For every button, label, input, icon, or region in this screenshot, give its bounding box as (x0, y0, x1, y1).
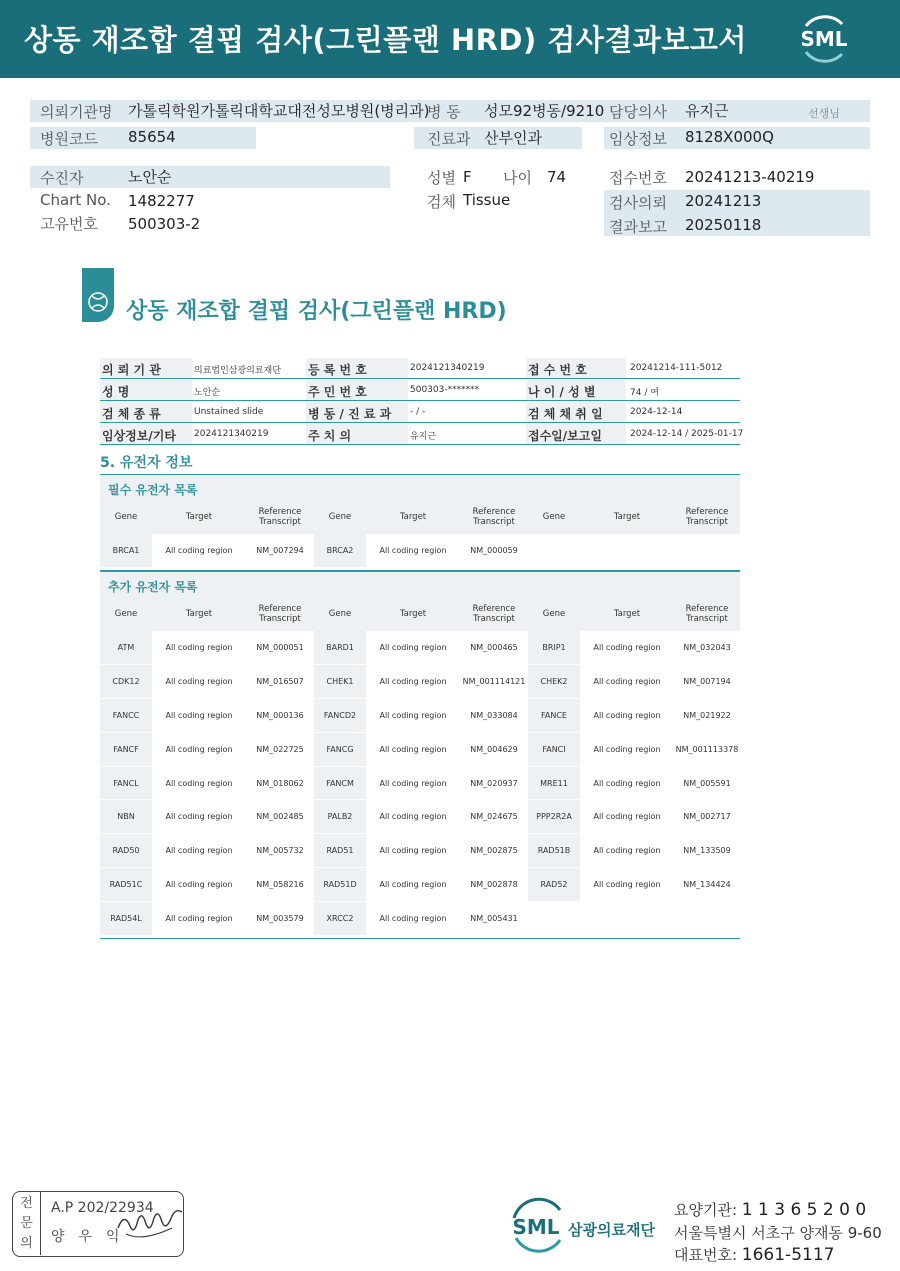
target-cell: All coding region (152, 732, 246, 766)
report-value: 2024121340219 (194, 429, 269, 439)
column-header: Target (580, 500, 674, 534)
gene-cell: RAD51B (528, 834, 580, 868)
sml-logo-icon (796, 12, 852, 66)
column-header: Reference Transcript (246, 500, 314, 534)
gene-cell: PALB2 (314, 800, 366, 834)
report-info-row (100, 424, 744, 445)
transcript-cell: NM_001114121 (460, 665, 528, 699)
target-cell: All coding region (580, 631, 674, 665)
stamp-char-3: 의 (20, 1236, 33, 1251)
chart-value: 1482277 (128, 192, 195, 210)
gene-cell (528, 901, 580, 935)
request-value: 20241213 (685, 192, 762, 210)
phone-value: 1661-5117 (741, 1245, 835, 1265)
report-key: 검 체 종 류 (102, 407, 161, 421)
institution-value: 가톨릭학원가톨릭대학교대전성모병원(병리과) (128, 102, 430, 120)
receipt-label: 접수번호 (609, 169, 667, 187)
target-cell: All coding region (366, 800, 460, 834)
report-value: 2024-12-14 (630, 407, 683, 417)
chart-label: Chart No. (40, 191, 111, 209)
report-value: 20250118 (685, 216, 762, 234)
table-row (100, 868, 740, 902)
report-value: 74 / 여 (630, 388, 659, 398)
transcript-cell: NM_005431 (460, 901, 528, 935)
report-key: 접수일/보고일 (528, 429, 602, 443)
target-cell: All coding region (152, 800, 246, 834)
report-key: 임상정보/기타 (102, 429, 176, 443)
target-cell: All coding region (366, 631, 460, 665)
phone (674, 1244, 834, 1265)
info-band-3 (30, 166, 390, 188)
report-value: 2024121340219 (410, 363, 485, 373)
target-cell: All coding region (366, 665, 460, 699)
column-header: Gene (100, 597, 152, 631)
target-cell: All coding region (152, 834, 246, 868)
unique-value: 500303-2 (128, 215, 201, 233)
transcript-cell (674, 534, 740, 568)
transcript-cell (674, 901, 740, 935)
gene-cell: BRIP1 (528, 631, 580, 665)
transcript-cell: NM_004629 (460, 732, 528, 766)
column-header: Gene (100, 500, 152, 534)
dept-value: 산부인과 (484, 129, 542, 147)
target-cell: All coding region (580, 665, 674, 699)
gene-cell: PPP2R2A (528, 800, 580, 834)
gene-cell: FANCI (528, 732, 580, 766)
transcript-cell: NM_002717 (674, 800, 740, 834)
transcript-cell: NM_007194 (674, 665, 740, 699)
column-header: Target (152, 500, 246, 534)
report-key: 나 이 / 성 별 (528, 385, 596, 399)
transcript-cell: NM_000136 (246, 699, 314, 733)
table-header-row (100, 597, 740, 631)
target-cell (580, 901, 674, 935)
table-bottom-line (100, 938, 740, 939)
transcript-cell: NM_002485 (246, 800, 314, 834)
table-row (100, 901, 740, 935)
table-row (100, 534, 740, 568)
additional-genes-title: 추가 유전자 목록 (108, 580, 198, 594)
gene-cell: RAD50 (100, 834, 152, 868)
gene-cell (528, 534, 580, 568)
target-cell: All coding region (152, 699, 246, 733)
report-value: 의료법인삼광의료재단 (194, 366, 281, 376)
transcript-cell: NM_000051 (246, 631, 314, 665)
transcript-cell: NM_133509 (674, 834, 740, 868)
specimen-value: Tissue (463, 191, 511, 209)
gene-cell: CHEK1 (314, 665, 366, 699)
request-label: 검사의뢰 (609, 194, 667, 212)
ward-value: 성모92병동/9210 (484, 102, 605, 120)
report-info-row (100, 402, 740, 423)
column-header: Reference Transcript (246, 597, 314, 631)
column-header: Reference Transcript (460, 597, 528, 631)
target-cell: All coding region (580, 732, 674, 766)
inst-code-label: 요양기관: (674, 1201, 742, 1219)
table-row (100, 699, 740, 733)
phone-label: 대표번호: (674, 1246, 742, 1264)
header-bar (0, 0, 900, 78)
address: 서울특별시 서초구 양재동 9-60 (674, 1224, 882, 1242)
sex-value: F (463, 168, 472, 186)
report-info-row (100, 380, 740, 401)
logo-text: SML (800, 27, 848, 51)
gene-info-heading: 5. 유전자 정보 (100, 455, 193, 471)
report-title: 상동 재조합 결핍 검사(그린플랜 HRD) 검사결과보고서 (24, 23, 747, 57)
transcript-cell: NM_024675 (460, 800, 528, 834)
dept-label: 진료과 (427, 130, 471, 148)
table-row (100, 800, 740, 834)
clinical-label: 임상정보 (609, 130, 667, 148)
transcript-cell: NM_016507 (246, 665, 314, 699)
gene-cell: FANCE (528, 699, 580, 733)
section-title: 상동 재조합 결핍 검사(그린플랜 HRD) (126, 299, 507, 324)
report-value: 20241214-111-5012 (630, 363, 723, 373)
stamp-char-2: 문 (20, 1216, 33, 1231)
transcript-cell: NM_033084 (460, 699, 528, 733)
target-cell: All coding region (152, 631, 246, 665)
receipt-value: 20241213-40219 (685, 168, 815, 186)
table-header-row (100, 500, 740, 534)
report-info-row (100, 358, 740, 379)
dna-icon (82, 268, 114, 322)
column-header: Reference Transcript (674, 500, 740, 534)
institution-code (674, 1199, 866, 1220)
gene-cell: NBN (100, 800, 152, 834)
transcript-cell: NM_032043 (674, 631, 740, 665)
target-cell: All coding region (366, 868, 460, 902)
column-header: Reference Transcript (674, 597, 740, 631)
table-row (100, 631, 740, 665)
table-row (100, 665, 740, 699)
transcript-cell: NM_007294 (246, 534, 314, 568)
column-header: Gene (528, 597, 580, 631)
doctor-value: 유지근 (685, 102, 729, 120)
gene-cell: CDK12 (100, 665, 152, 699)
transcript-cell: NM_005732 (246, 834, 314, 868)
target-cell: All coding region (152, 868, 246, 902)
gene-cell: RAD52 (528, 868, 580, 902)
additional-genes-table (100, 597, 740, 936)
transcript-cell: NM_134424 (674, 868, 740, 902)
target-cell: All coding region (152, 766, 246, 800)
table-row (100, 766, 740, 800)
transcript-cell: NM_000465 (460, 631, 528, 665)
transcript-cell: NM_002875 (460, 834, 528, 868)
report-value: 2024-12-14 / 2025-01-17 (630, 429, 744, 439)
transcript-cell: NM_058216 (246, 868, 314, 902)
column-header: Target (366, 597, 460, 631)
target-cell: All coding region (580, 766, 674, 800)
target-cell: All coding region (366, 699, 460, 733)
gene-cell: BRCA1 (100, 534, 152, 568)
clinical-value: 8128X000Q (685, 128, 774, 146)
doctor-suffix: 선생님 (808, 107, 840, 120)
gene-cell: FANCF (100, 732, 152, 766)
sex-label: 성별 (427, 169, 456, 187)
table-row (100, 732, 740, 766)
gene-cell: FANCG (314, 732, 366, 766)
column-header: Target (152, 597, 246, 631)
transcript-cell: NM_002878 (460, 868, 528, 902)
target-cell: All coding region (580, 868, 674, 902)
report-key: 접 수 번 호 (528, 363, 587, 377)
age-label: 나이 (503, 169, 532, 187)
gene-cell: ATM (100, 631, 152, 665)
transcript-cell: NM_018062 (246, 766, 314, 800)
required-genes-table (100, 500, 740, 568)
gene-cell: RAD51C (100, 868, 152, 902)
report-key: 성 명 (102, 385, 130, 399)
target-cell: All coding region (366, 901, 460, 935)
transcript-cell: NM_001113378 (674, 732, 740, 766)
report-label: 결과보고 (609, 218, 667, 236)
specimen-label: 검체 (427, 193, 456, 211)
transcript-cell: NM_005591 (674, 766, 740, 800)
inst-code-value: 1 1 3 6 5 2 0 0 (741, 1200, 867, 1220)
ward-label: 병 동 (427, 103, 461, 121)
column-header: Reference Transcript (460, 500, 528, 534)
gene-cell: XRCC2 (314, 901, 366, 935)
target-cell: All coding region (580, 699, 674, 733)
age-value: 74 (547, 168, 567, 186)
stamp-name: 양우익 (51, 1229, 134, 1245)
stamp-column (13, 1192, 41, 1255)
gene-cell: FANCL (100, 766, 152, 800)
gene-cell: BARD1 (314, 631, 366, 665)
report-key: 병 동 / 진 료 과 (308, 407, 392, 421)
report-value: 500303-******* (410, 385, 480, 395)
table-row (100, 834, 740, 868)
transcript-cell: NM_020937 (460, 766, 528, 800)
brand-logo-text: SML (512, 1215, 560, 1239)
target-cell: All coding region (580, 800, 674, 834)
stamp-license: A.P 202/22934 (51, 1200, 154, 1216)
transcript-cell: NM_003579 (246, 901, 314, 935)
transcript-cell: NM_021922 (674, 699, 740, 733)
report-key: 주 민 번 호 (308, 385, 367, 399)
patient-label: 수진자 (40, 169, 84, 187)
column-header: Target (580, 597, 674, 631)
report-key: 주 치 의 (308, 429, 352, 443)
target-cell: All coding region (152, 901, 246, 935)
gene-cell: MRE11 (528, 766, 580, 800)
target-cell: All coding region (580, 834, 674, 868)
gene-cell: RAD54L (100, 901, 152, 935)
target-cell: All coding region (366, 834, 460, 868)
gene-cell: RAD51 (314, 834, 366, 868)
gene-cell: CHEK2 (528, 665, 580, 699)
unique-label: 고유번호 (40, 215, 98, 233)
hospital-code-value: 85654 (128, 128, 176, 146)
required-genes-title: 필수 유전자 목록 (108, 483, 198, 497)
report-value: Unstained slide (194, 407, 264, 417)
target-cell: All coding region (152, 534, 246, 568)
gene-cell: FANCD2 (314, 699, 366, 733)
target-cell: All coding region (366, 534, 460, 568)
gene-cell: FANCM (314, 766, 366, 800)
doctor-label: 담당의사 (609, 103, 667, 121)
transcript-cell: NM_000059 (460, 534, 528, 568)
signature-icon (112, 1198, 188, 1248)
brand-name: 삼광의료재단 (568, 1221, 655, 1239)
institution-label: 의뢰기관명 (40, 103, 113, 121)
stamp-char-1: 전 (20, 1196, 33, 1211)
column-header: Target (366, 500, 460, 534)
column-header: Gene (314, 500, 366, 534)
required-genes-heading (100, 474, 740, 500)
hospital-code-label: 병원코드 (40, 130, 98, 148)
section-tab (82, 268, 114, 322)
report-value: - / - (410, 407, 426, 417)
report-value: 노안순 (194, 388, 221, 398)
additional-genes-heading (100, 571, 740, 597)
column-header: Gene (528, 500, 580, 534)
column-header: Gene (314, 597, 366, 631)
report-key: 등 록 번 호 (308, 363, 367, 377)
gene-cell: FANCC (100, 699, 152, 733)
gene-cell: BRCA2 (314, 534, 366, 568)
target-cell: All coding region (366, 766, 460, 800)
target-cell: All coding region (152, 665, 246, 699)
target-cell (580, 534, 674, 568)
target-cell: All coding region (366, 732, 460, 766)
report-value: 유지근 (410, 432, 437, 442)
report-key: 검 체 채 취 일 (528, 407, 603, 421)
patient-value: 노안순 (128, 168, 172, 186)
gene-cell: RAD51D (314, 868, 366, 902)
transcript-cell: NM_022725 (246, 732, 314, 766)
report-key: 의 뢰 기 관 (102, 363, 161, 377)
